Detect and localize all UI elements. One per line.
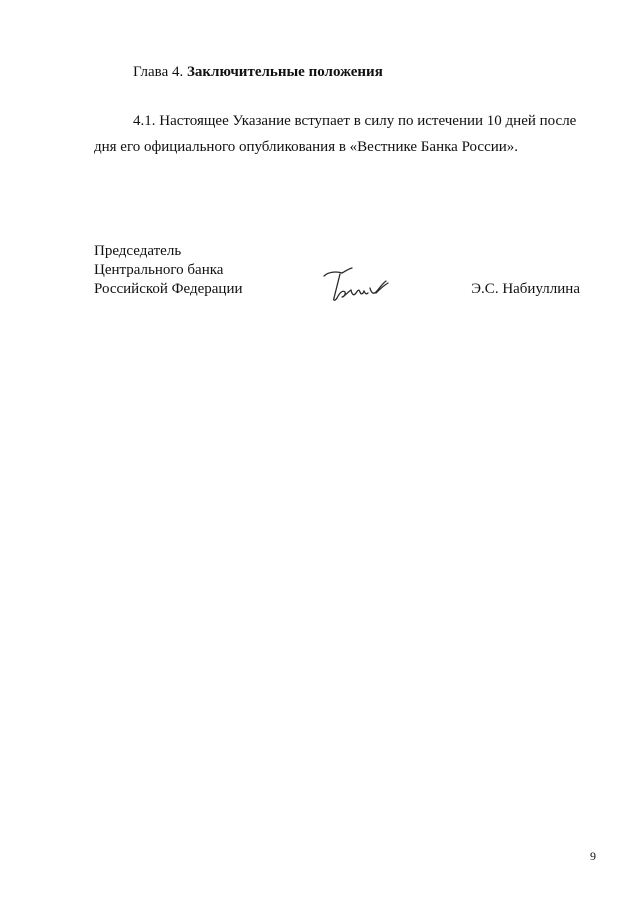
clause-line-1: 4.1. Настоящее Указание вступает в силу по истечении 10 дней после — [133, 113, 577, 129]
chapter-number: Глава 4. — [133, 64, 184, 80]
page-number: 9 — [590, 849, 596, 863]
signatory-title-line-2: Центрального банка — [94, 262, 224, 278]
clause-line-2: дня его официального опубликования в «Вестнике Банка России». — [94, 139, 519, 155]
signatory-title-line-3: Российской Федерации — [94, 281, 243, 297]
signatory-name: Э.С. Набиуллина — [471, 281, 580, 297]
signatory-title — [94, 242, 243, 299]
chapter-heading — [133, 62, 383, 82]
chapter-title: Заключительные положения — [186, 64, 383, 80]
handwritten-signature — [318, 262, 400, 304]
clause-paragraph — [94, 108, 584, 160]
signatory-title-line-1: Председатель — [94, 243, 182, 259]
